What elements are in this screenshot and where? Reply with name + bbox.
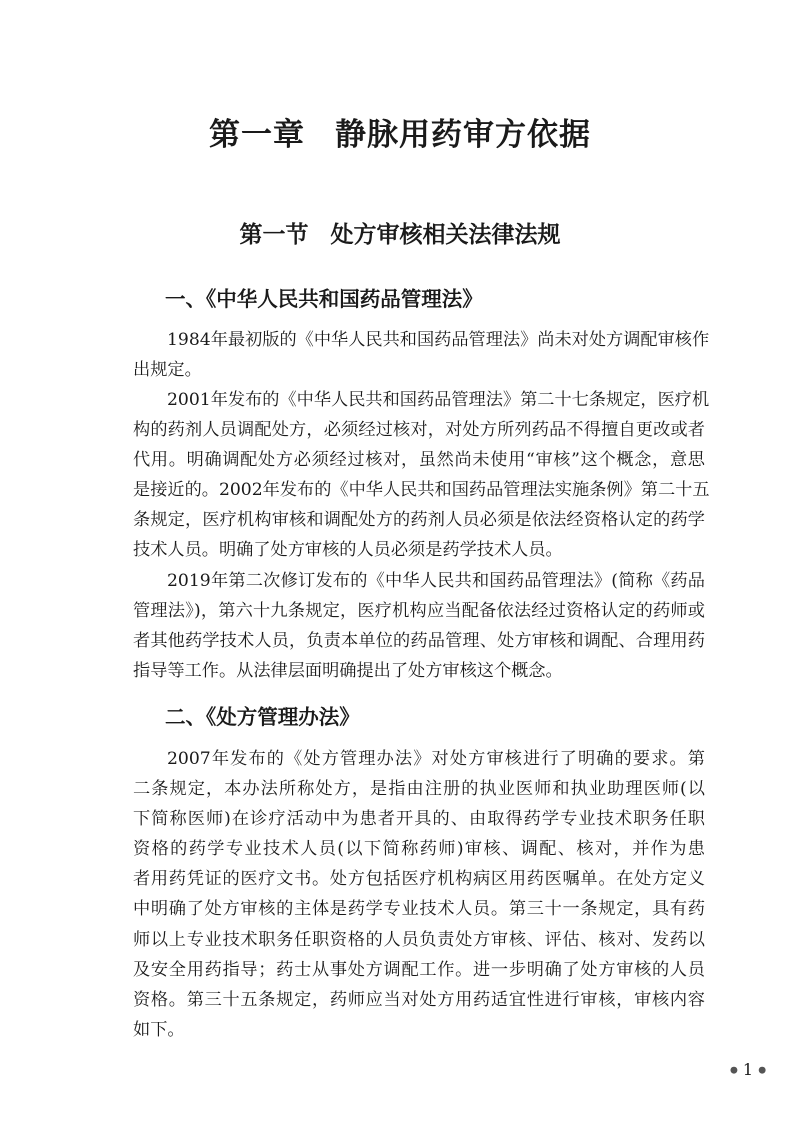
text-line: 者用药凭证的医疗文书。处方包括医疗机构病区用药医嘱单。在处方定义 xyxy=(133,869,705,890)
text-line: 二条规定，本办法所称处方，是指由注册的执业医师和执业助理医师(以 xyxy=(133,779,705,800)
section-name: 处方审核相关法律法规 xyxy=(330,222,561,248)
paragraph xyxy=(133,744,705,1045)
chapter-name: 静脉用药审方依据 xyxy=(335,117,591,153)
text-line: 资格的药学专业技术人员(以下简称药师)审核、调配、核对，并作为患 xyxy=(133,839,705,860)
chapter-title xyxy=(0,113,800,157)
text-line: 条规定，医疗机构审核和调配处方的药剂人员必须是依法经资格认定的药学 xyxy=(133,510,705,531)
text-line: 2007年发布的《处方管理办法》对处方审核进行了明确的要求。第 xyxy=(167,749,705,769)
text-line: 者其他药学技术人员，负责本单位的药品管理、处方审核和调配、合理用药 xyxy=(133,631,705,652)
text-line: 2019年第二次修订发布的《中华人民共和国药品管理法》(简称《药品 xyxy=(167,571,705,591)
subsection-heading-2: 二、《处方管理办法》 xyxy=(165,705,360,729)
text-line: 下简称医师)在诊疗活动中为患者开具的、由取得药学专业技术职务任职 xyxy=(133,809,705,830)
page-number-dot-right: ● xyxy=(758,1065,767,1076)
text-line: 中明确了处方审核的主体是药学专业技术人员。第三十一条规定，具有药 xyxy=(133,899,705,920)
page-number xyxy=(718,1058,778,1083)
paragraph xyxy=(133,385,710,566)
text-line: 2001年发布的《中华人民共和国药品管理法》第二十七条规定，医疗机 xyxy=(167,390,710,410)
page-number-value: 1 xyxy=(742,1060,754,1079)
text-line: 管理法》)，第六十九条规定，医疗机构应当配备依法经过资格认定的药师或 xyxy=(133,601,705,622)
paragraph xyxy=(133,325,710,385)
section-title xyxy=(0,218,800,252)
text-line: 是接近的。2002年发布的《中华人民共和国药品管理法实施条例》第二十五 xyxy=(133,480,710,501)
section-number: 第一节 xyxy=(239,222,309,248)
text-line: 如下。 xyxy=(133,1019,185,1040)
text-line: 1984年最初版的《中华人民共和国药品管理法》尚未对处方调配审核作 xyxy=(167,330,710,350)
text-line: 出规定。 xyxy=(133,360,202,381)
text-line: 代用。明确调配处方必须经过核对，虽然尚未使用“审核”这个概念，意思 xyxy=(133,450,705,471)
paragraph xyxy=(133,566,705,686)
chapter-number: 第一章 xyxy=(209,117,305,153)
text-line: 资格。第三十五条规定，药师应当对处方用药适宜性进行审核，审核内容 xyxy=(133,989,705,1010)
page-number-dot-left: ● xyxy=(729,1065,738,1076)
subsection-heading-1: 一、《中华人民共和国药品管理法》 xyxy=(165,287,483,311)
text-line: 构的药剂人员调配处方，必须经过核对，对处方所列药品不得擅自更改或者 xyxy=(133,420,705,441)
text-line: 及安全用药指导；药士从事处方调配工作。进一步明确了处方审核的人员 xyxy=(133,959,705,980)
text-line: 指导等工作。从法律层面明确提出了处方审核这个概念。 xyxy=(133,661,563,682)
text-line: 师以上专业技术职务任职资格的人员负责处方审核、评估、核对、发药以 xyxy=(133,929,705,950)
text-line: 技术人员。明确了处方审核的人员必须是药学技术人员。 xyxy=(133,540,563,561)
